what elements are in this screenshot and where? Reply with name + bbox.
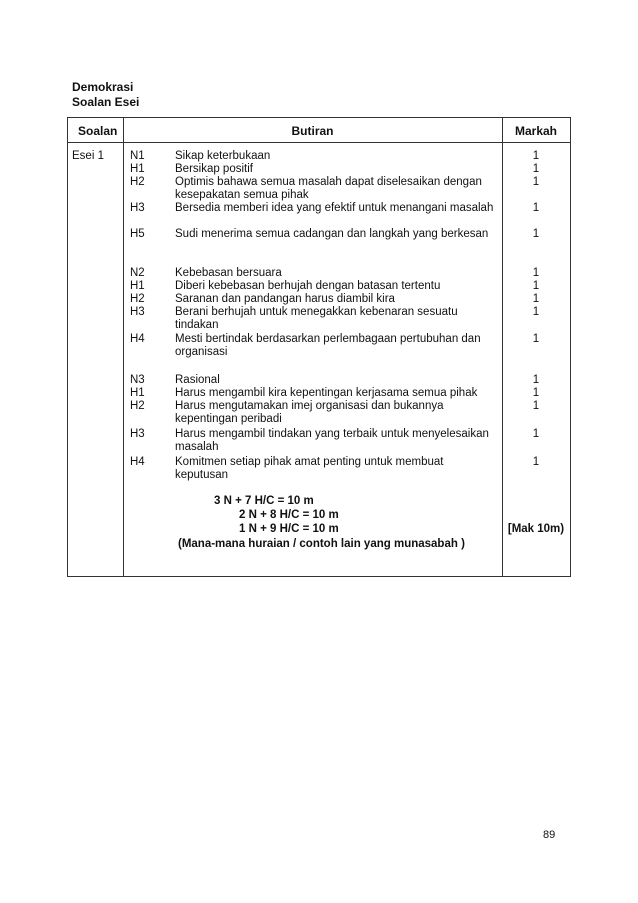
point-text: Harus mengambil kira kepentingan kerjasama semua pihak	[175, 387, 478, 399]
point-code: H3	[130, 428, 145, 440]
point-code: H1	[130, 280, 145, 292]
column-header-butiran: Butiran	[291, 124, 334, 138]
point-code: N1	[130, 150, 145, 162]
point-code: H1	[130, 163, 145, 175]
point-text: Kebebasan bersuara	[175, 267, 282, 279]
question-label: Esei 1	[72, 150, 104, 162]
point-text: Harus mengutamakan imej organisasi dan bukannya kepentingan peribadi	[175, 400, 444, 425]
point-mark: 1	[532, 400, 540, 412]
point-mark: 1	[532, 428, 540, 440]
point-mark: 1	[532, 374, 540, 386]
header-divider	[68, 142, 570, 143]
point-mark: 1	[532, 306, 540, 318]
point-text: Berani berhujah untuk menegakkan kebenaran sesuatu tindakan	[175, 306, 458, 331]
formula-line: 2 N + 8 H/C = 10 m	[239, 509, 339, 521]
point-code: H4	[130, 333, 145, 345]
point-code: H2	[130, 176, 145, 188]
document-subtitle: Soalan Esei	[72, 95, 140, 109]
point-code: H4	[130, 456, 145, 468]
formula-line: 1 N + 9 H/C = 10 m	[239, 523, 339, 535]
point-code: H5	[130, 228, 145, 240]
point-text: Harus mengambil tindakan yang terbaik untuk menyelesaikan masalah	[175, 428, 489, 453]
point-text: Saranan dan pandangan harus diambil kira	[175, 293, 395, 305]
point-text: Sikap keterbukaan	[175, 150, 271, 162]
column-header-markah: Markah	[514, 124, 558, 138]
point-code: N3	[130, 374, 145, 386]
point-mark: 1	[532, 202, 540, 214]
point-text: Diberi kebebasan berhujah dengan batasan tertentu	[175, 280, 441, 292]
point-text: Sudi menerima semua cadangan dan langkah yang berkesan	[175, 228, 489, 240]
point-mark: 1	[532, 228, 540, 240]
point-code: H3	[130, 202, 145, 214]
point-mark: 1	[532, 150, 540, 162]
point-text: Komitmen setiap pihak amat penting untuk membuat keputusan	[175, 456, 444, 481]
point-mark: 1	[532, 267, 540, 279]
point-text: Optimis bahawa semua masalah dapat diselesaikan dengan kesepakatan semua pihak	[175, 176, 482, 201]
point-code: H1	[130, 387, 145, 399]
point-text: Rasional	[175, 374, 220, 386]
point-code: H2	[130, 400, 145, 412]
point-code: H3	[130, 306, 145, 318]
document-title: Demokrasi	[72, 80, 134, 94]
column-divider	[123, 118, 124, 576]
formula-line: 3 N + 7 H/C = 10 m	[214, 495, 314, 507]
point-mark: 1	[532, 163, 540, 175]
point-mark: 1	[532, 333, 540, 345]
point-mark: 1	[532, 387, 540, 399]
point-mark: 1	[532, 280, 540, 292]
point-mark: 1	[532, 176, 540, 188]
max-mark: [Mak 10m)	[507, 523, 565, 535]
column-header-soalan: Soalan	[78, 124, 118, 138]
point-mark: 1	[532, 456, 540, 468]
point-mark: 1	[532, 293, 540, 305]
point-code: N2	[130, 267, 145, 279]
point-text: Bersikap positif	[175, 163, 253, 175]
point-text: Mesti bertindak berdasarkan perlembagaan pertubuhan dan organisasi	[175, 333, 481, 358]
answer-table	[67, 117, 571, 577]
point-text: Bersedia memberi idea yang efektif untuk menangani masalah	[175, 202, 494, 214]
note-text: (Mana-mana huraian / contoh lain yang munasabah )	[178, 538, 465, 550]
page-number: 89	[543, 829, 556, 841]
point-code: H2	[130, 293, 145, 305]
